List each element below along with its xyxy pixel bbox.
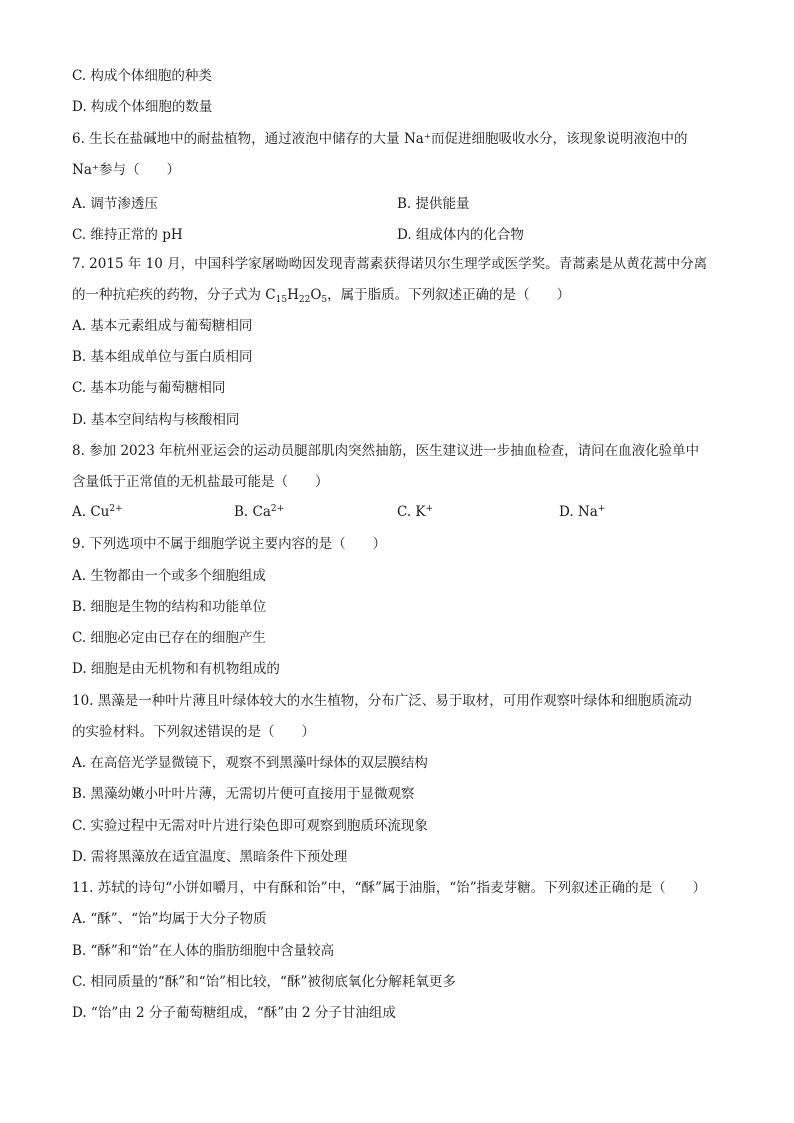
q8-option-c-charge: +	[425, 504, 434, 514]
q11-stem: 11. 苏轼的诗句“小饼如嚼月，中有酥和饴”中，“酥”属于油脂，“饴”指麦芽糖。下列叙述正确的是（ ）	[72, 880, 707, 896]
q9-option-d: D. 细胞是由无机物和有机物组成的	[72, 661, 280, 677]
formula-sub-c: 15	[275, 295, 288, 305]
q8-stem-line2: 含量低于正常值的无机盐最可能是（ ）	[72, 474, 329, 490]
q7-stem-pre: 的一种抗疟疾的药物，分子式为 C	[72, 287, 276, 303]
q7-stem-line2	[72, 286, 732, 304]
formula-o: O	[310, 287, 322, 303]
q11-option-d: D. “饴”由 2 分子葡萄糖组成，“酥”由 2 分子甘油组成	[72, 1005, 396, 1021]
q8-option-d-charge: +	[597, 504, 606, 514]
formula-sub-o: 5	[321, 295, 328, 305]
q8-stem-line1: 8. 参加 2023 年杭州亚运会的运动员腿部肌肉突然抽筋，医生建议进一步抽血检查，请问在血液化验单中	[72, 443, 700, 459]
q11-option-c: C. 相同质量的“酥”和“饴”相比较，“酥”被彻底氧化分解耗氧更多	[72, 974, 456, 990]
q7-option-a: A. 基本元素组成与葡萄糖相同	[72, 318, 253, 334]
q9-stem: 9. 下列选项中不属于细胞学说主要内容的是（ ）	[72, 536, 387, 552]
q10-option-d: D. 需将黑藻放在适宜温度、黑暗条件下预处理	[72, 849, 348, 865]
q7-option-d: D. 基本空间结构与核酸相同	[72, 412, 240, 428]
q8-option-a-charge: 2+	[109, 504, 123, 514]
q6-option-a: A. 调节渗透压	[72, 196, 158, 212]
q10-option-b: B. 黑藻幼嫩小叶叶片薄，无需切片便可直接用于显微观察	[72, 786, 415, 802]
q8-option-a-text: A. Cu	[72, 504, 110, 520]
q10-stem-line1: 10. 黑藻是一种叶片薄且叶绿体较大的水生植物，分布广泛、易于取材，可用作观察叶绿体和细胞质流动	[72, 693, 692, 709]
q8-option-c	[397, 504, 433, 520]
q8-option-a	[72, 504, 123, 520]
q7-option-b: B. 基本组成单位与蛋白质相同	[72, 349, 253, 365]
q10-stem-line2: 的实验材料。下列叙述错误的是（ ）	[72, 724, 315, 740]
q8-option-b-charge: 2+	[270, 504, 285, 514]
q8-option-b	[234, 504, 284, 520]
q6-option-c: C. 维持正常的 pH	[72, 227, 183, 243]
q7-option-c: C. 基本功能与葡萄糖相同	[72, 380, 226, 396]
q6-stem-line1: 6. 生长在盐碱地中的耐盐植物，通过液泡中储存的大量 Na⁺而促进细胞吸收水分，该现象说明液泡中的	[72, 131, 688, 147]
q9-option-c: C. 细胞必定由已存在的细胞产生	[72, 630, 266, 646]
q5-option-d: D. 构成个体细胞的数量	[72, 99, 213, 115]
q10-option-c: C. 实验过程中无需对叶片进行染色即可观察到胞质环流现象	[72, 818, 428, 834]
q6-option-d: D. 组成体内的化合物	[397, 227, 524, 243]
q6-stem-line2: Na⁺参与（ ）	[72, 162, 180, 178]
q10-option-a: A. 在高倍光学显微镜下，观察不到黑藻叶绿体的双层膜结构	[72, 755, 428, 771]
q6-option-b: B. 提供能量	[397, 196, 470, 212]
q7-stem-line1: 7. 2015 年 10 月，中国科学家屠呦呦因发现青蒿素获得诺贝尔生理学或医学奖。青蒿素是从黄花蒿中分离	[72, 256, 708, 272]
q8-option-d	[559, 504, 605, 520]
q11-option-b: B. “酥”和“饴”在人体的脂肪细胞中含量较高	[72, 943, 335, 959]
q11-option-a: A. “酥”、“饴”均属于大分子物质	[72, 911, 267, 927]
q9-option-a: A. 生物都由一个或多个细胞组成	[72, 568, 266, 584]
formula-h: H	[287, 287, 299, 303]
q5-option-c: C. 构成个体细胞的种类	[72, 68, 212, 84]
q8-option-b-text: B. Ca	[234, 504, 271, 520]
q8-option-d-text: D. Na	[559, 504, 598, 520]
formula-sub-h: 22	[298, 295, 311, 305]
q8-option-c-text: C. K	[397, 504, 426, 520]
q7-stem-post: ，属于脂质。下列叙述正确的是（ ）	[327, 287, 571, 303]
q9-option-b: B. 细胞是生物的结构和功能单位	[72, 599, 267, 615]
